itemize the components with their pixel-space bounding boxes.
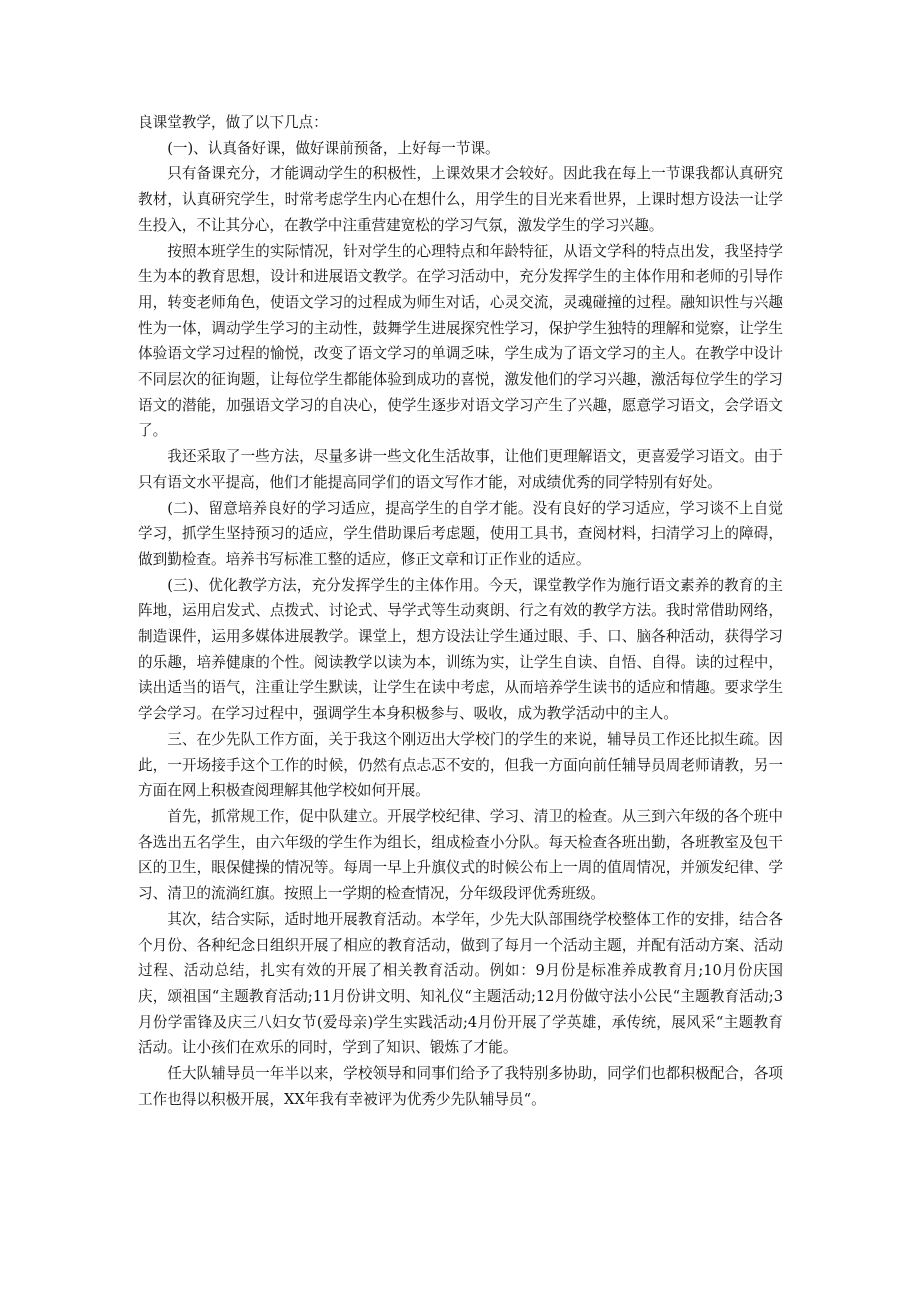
paragraph-section-2: (二)、留意培养良好的学习适应，提高学生的自学才能。没有良好的学习适应，学习谈不上自觉学习，抓学生坚持预习的适应，学生借助课后考虑题，使用工具书，查阅材料，扫清学习上的障碍，做到勤检查。培养书写标准工整的适应，修正文章和订正作业的适应。: [138, 499, 783, 568]
heading-section-1: (一)、认真备好课，做好课前预备，上好每一节课。: [167, 139, 500, 157]
paragraph-young-pioneers: 三、在少先队工作方面，关于我这个刚迈出大学校门的学生的来说，辅导员工作还比拟生疏。因此，一开场接手这个工作的时候，仍然有点忐忑不安的，但我一方面向前任辅导员周老师请教，另一方面在网上积极查阅理解其他学校如何开展。: [138, 730, 783, 800]
paragraph: 其次，结合实际，适时地开展教育活动。本学年，少先大队部围绕学校整体工作的安排，结合各个月份、各种纪念日组织开展了相应的教育活动，做到了每月一个活动主题，并配有活动方案、活动过程、活动总结，扎实有效的开展了相关教育活动。例如：9月份是标准养成教育月;10月份庆国庆，颂祖国“主题教育活动;11月份讲文明、知礼仪“主题活动;12月份做守法小公民“主题教育活动;3月份学雷锋及庆三八妇女节(爱母亲)学生实践活动;4月份开展了学英雄，承传统，展风采“主题教育活动。让小孩们在欢乐的同时，学到了知识、锻炼了才能。: [138, 910, 783, 1057]
paragraph-closing: 任大队辅导员一年半以来，学校领导和同事们给予了我特别多协助，同学们也都积极配合，各项工作也得以积极开展，XX年我有幸被评为优秀少先队辅导员“。: [138, 1065, 783, 1108]
paragraph: 按照本班学生的实际情况，针对学生的心理特点和年龄特征，从语文学科的特点出发，我坚持学生为本的教育思想，设计和进展语文教学。在学习活动中，充分发挥学生的主体作用和老师的引导作用，转变老师角色，使语文学习的过程成为师生对话，心灵交流，灵魂碰撞的过程。融知识性与兴趣性为一体，调动学生学习的主动性，鼓舞学生进展探究性学习，保护学生独特的理解和觉察，让学生体验语文学习过程的愉悦，改变了语文学习的单调乏味，学生成为了语文学习的主人。在教学中设计不同层次的征询题，让每位学生都能体验到成功的喜悦，激发他们的学习兴趣，激活每位学生的学习语文的潜能，加强语文学习的自决心，使学生逐步对语文学习产生了兴趣，愿意学习语文，会学语文了。: [138, 242, 783, 440]
document-body: [138, 110, 783, 1112]
paragraph: 我还采取了一些方法，尽量多讲一些文化生活故事，让他们更理解语文，更喜爱学习语文。由于只有语文水平提高，他们才能提高同学们的语文写作才能，对成绩优秀的同学特别有好处。: [138, 448, 783, 491]
paragraph-section-3: (三)、优化教学方法，充分发挥学生的主体作用。今天，课堂教学作为施行语文素养的教育的主阵地，运用启发式、点拨式、讨论式、导学式等生动爽朗、行之有效的教学方法。我时常借助网络，制造课件，运用多媒体进展教学。课堂上，想方设法让学生通过眼、手、口、脑各种活动，获得学习的乐趣，培养健康的个性。阅读教学以读为本，训练为实，让学生自读、自悟、自得。读的过程中，读出适当的语气，注重让学生默读，让学生在读中考虑，从而培养学生读书的适应和情趣。要求学生学会学习。在学习过程中，强调学生本身积极参与、吸收，成为教学活动中的主人。: [138, 576, 783, 723]
paragraph: 首先，抓常规工作，促中队建立。开展学校纪律、学习、清卫的检查。从三到六年级的各个班中各选出五名学生，由六年级的学生作为组长，组成检查小分队。每天检查各班出勤，各班教室及包干区的卫生，眼保健操的情况等。每周一早上升旗仪式的时候公布上一周的值周情况，并颁发纪律、学习、清卫的流淌红旗。按照上一学期的检查情况，分年级段评优秀班级。: [138, 807, 783, 903]
paragraph-intro: 良课堂教学，做了以下几点：: [138, 114, 328, 131]
paragraph: 只有备课充分，才能调动学生的积极性，上课效果才会较好。因此我在每上一节课我都认真研究教材，认真研究学生，时常考虑学生内心在想什么，用学生的目光来看世界，上课时想方设法一让学生投入，不让其分心，在教学中注重营建宽松的学习气氛，激发学生的学习兴趣。: [138, 165, 783, 234]
